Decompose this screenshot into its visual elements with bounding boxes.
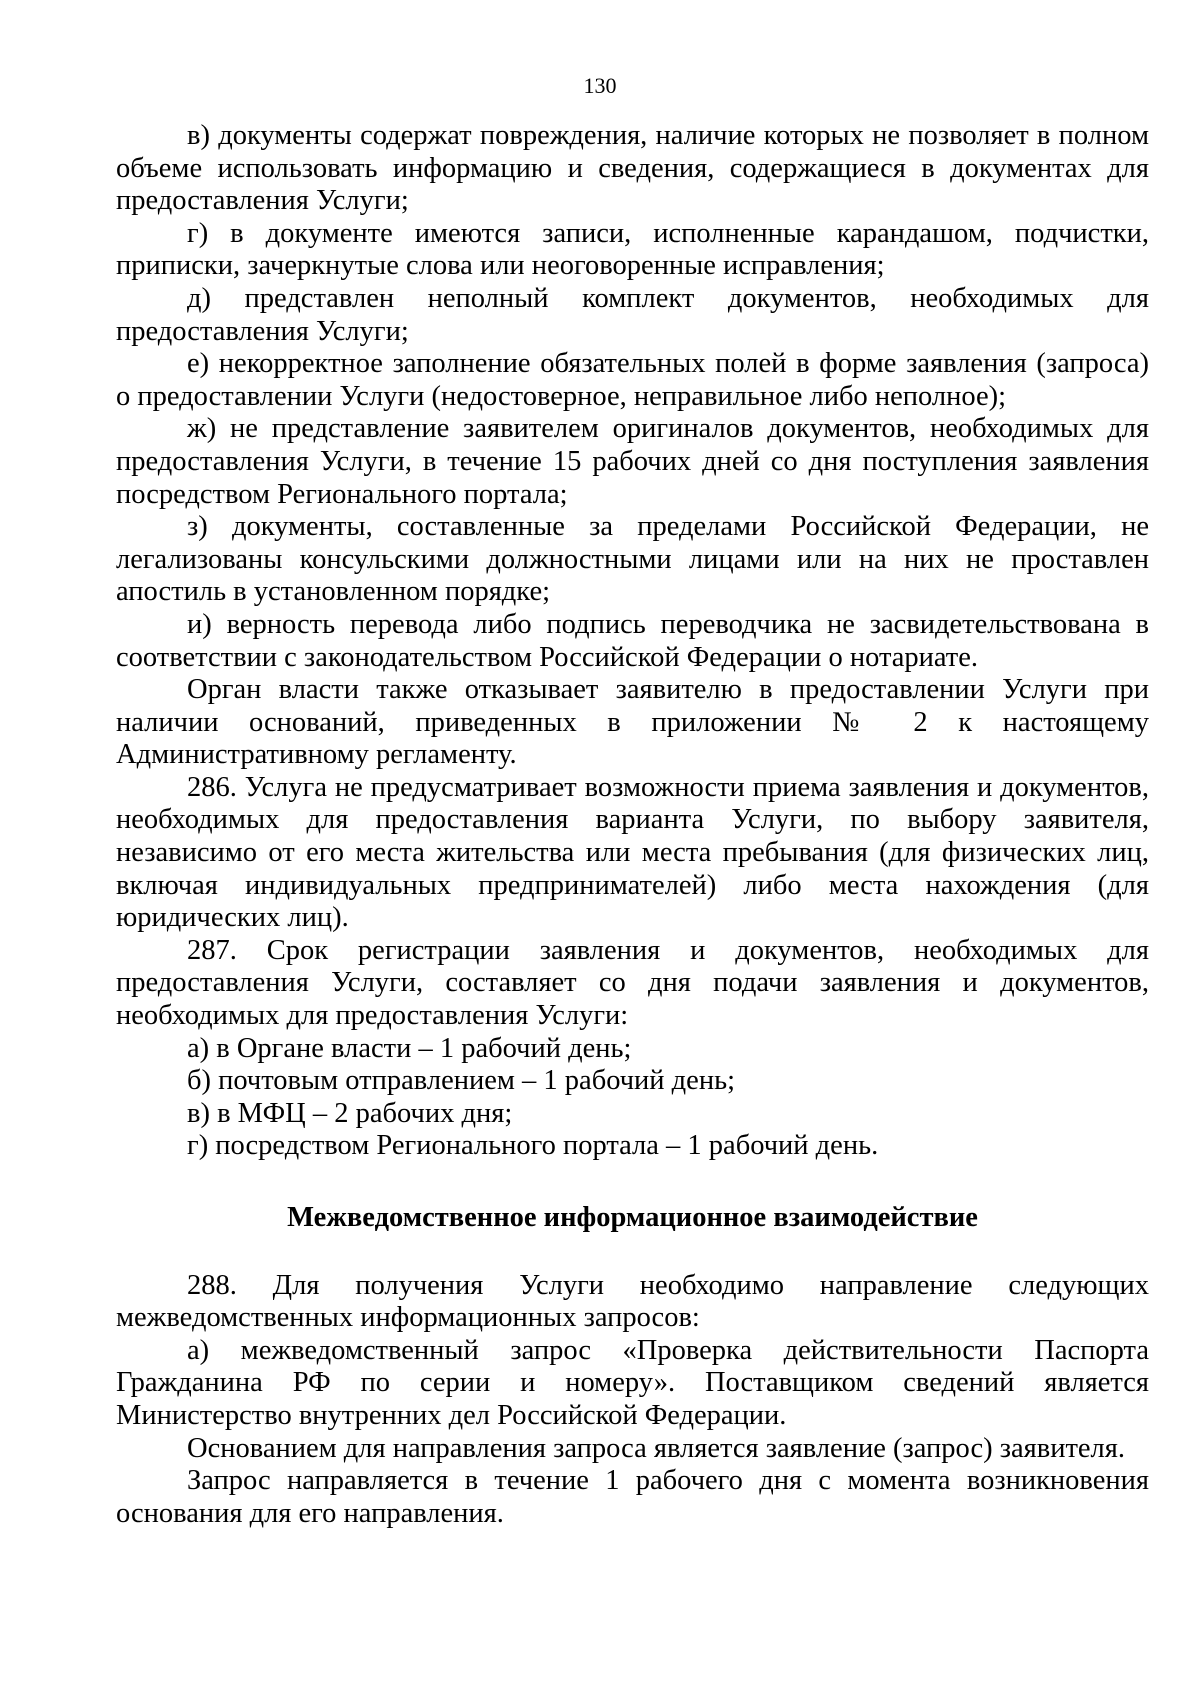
paragraph-288-a: а) межведомственный запрос «Проверка действительности Паспорта Гражданина РФ по серии и номеру». Поставщиком сведений является Министерство внутренних дел Российской Федерации.	[116, 1334, 1149, 1431]
paragraph-287-a: а) в Органе власти – 1 рабочий день;	[187, 1032, 632, 1064]
paragraph-item-v-damaged-documents: в) документы содержат повреждения, наличие которых не позволяет в полном объеме использовать информацию и сведения, содержащиеся в документах для предоставления Услуги;	[116, 120, 1149, 217]
paragraph-287-g: г) посредством Регионального портала – 1 рабочий день.	[187, 1130, 879, 1162]
paragraph-item-i-translation: и) верность перевода либо подпись переводчика не засвидетельствована в соответствии с законодательством Российской Федерации о нотариате.	[116, 608, 1149, 673]
paragraph-288: 288. Для получения Услуги необходимо направление следующих межведомственных информационных запросов:	[116, 1269, 1149, 1334]
paragraph-287-b: б) почтовым отправлением – 1 рабочий день;	[187, 1065, 735, 1097]
document-body	[116, 120, 1149, 1530]
paragraph-authority-refusal: Орган власти также отказывает заявителю в предоставлении Услуги при наличии оснований, приведенных в приложении № 2 к настоящему Административному регламенту.	[116, 674, 1149, 771]
paragraph-item-z-foreign-documents: з) документы, составленные за пределами Российской Федерации, не легализованы консульскими должностными лицами или на них не проставлен апостиль в установленном порядке;	[116, 511, 1149, 608]
paragraph-request-timing: Запрос направляется в течение 1 рабочего дня с момента возникновения основания для его направления.	[116, 1465, 1149, 1529]
paragraph-287-v: в) в МФЦ – 2 рабочих дня;	[187, 1097, 513, 1129]
paragraph-request-basis: Основанием для направления запроса является заявление (запрос) заявителя.	[187, 1432, 1126, 1464]
paragraph-item-zh-originals-not-provided: ж) не представление заявителем оригиналов документов, необходимых для предоставления Услуги, в течение 15 рабочих дней со дня поступления заявления посредством Регионального портала;	[116, 413, 1149, 510]
page-number: 130	[583, 73, 617, 98]
paragraph-286: 286. Услуга не предусматривает возможности приема заявления и документов, необходимых для предоставления варианта Услуги, по выбору заявителя, независимо от его места жительства или места пребывания (для физических лиц, включая индивидуальных предпринимателей) либо места нахождения (для юридических лиц).	[116, 771, 1149, 934]
paragraph-item-e-incorrect-fields: е) некорректное заполнение обязательных полей в форме заявления (запроса) о предоставлении Услуги (недостоверное, неправильное либо неполное);	[116, 348, 1149, 412]
paragraph-287: 287. Срок регистрации заявления и документов, необходимых для предоставления Услуги, составляет со дня подачи заявления и документов, необходимых для предоставления Услуги:	[116, 934, 1149, 1032]
paragraph-item-d-incomplete-set: д) представлен неполный комплект документов, необходимых для предоставления Услуги;	[116, 282, 1149, 347]
paragraph-item-g-pencil-records: г) в документе имеются записи, исполненные карандашом, подчистки, приписки, зачеркнутые слова или неоговоренные исправления;	[116, 217, 1149, 282]
section-heading: Межведомственное информационное взаимодействие	[287, 1202, 978, 1233]
